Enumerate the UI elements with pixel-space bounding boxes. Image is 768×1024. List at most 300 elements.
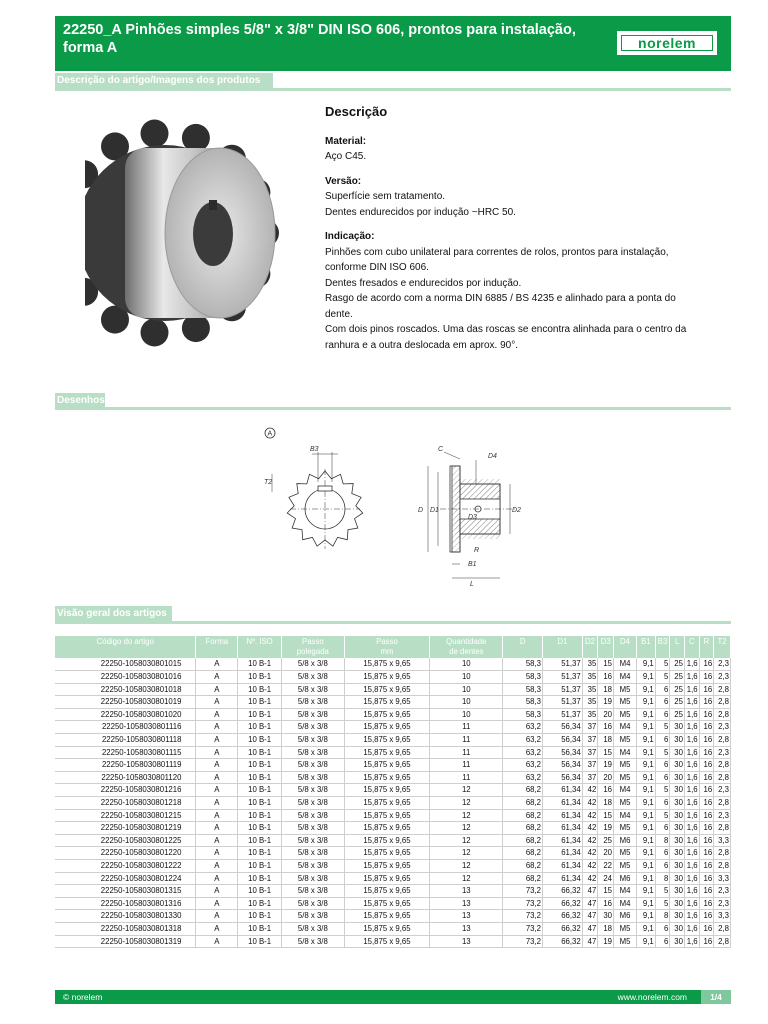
table-cell: 9,1 <box>636 771 655 784</box>
table-cell: 8 <box>655 834 670 847</box>
table-cell: 47 <box>582 885 598 898</box>
table-cell: 61,34 <box>543 860 583 873</box>
table-cell: 16 <box>598 721 614 734</box>
table-row <box>55 834 731 847</box>
page-number: 1/4 <box>701 990 731 1004</box>
column-header: C <box>684 636 699 658</box>
table-cell: 68,2 <box>503 872 543 885</box>
table-cell: 2,8 <box>714 797 731 810</box>
table-cell: 10 B-1 <box>238 708 282 721</box>
table-cell: 22250-1058030801119 <box>55 759 196 772</box>
table-cell: 15,875 x 9,65 <box>344 658 430 671</box>
table-cell: 30 <box>670 721 685 734</box>
table-cell: M5 <box>614 771 637 784</box>
logo-text: norelem <box>621 35 713 51</box>
table-cell: 42 <box>582 872 598 885</box>
table-cell: 10 B-1 <box>238 834 282 847</box>
table-cell: 30 <box>670 834 685 847</box>
table-cell: 63,2 <box>503 721 543 734</box>
table-cell: 22250-1058030801225 <box>55 834 196 847</box>
table-cell: 6 <box>655 696 670 709</box>
table-cell: A <box>196 658 238 671</box>
table-cell: 73,2 <box>503 897 543 910</box>
table-cell: 56,34 <box>543 746 583 759</box>
table-cell: M6 <box>614 872 637 885</box>
table-cell: 18 <box>598 683 614 696</box>
table-cell: 6 <box>655 797 670 810</box>
table-cell: 22250-1058030801315 <box>55 885 196 898</box>
table-row <box>55 658 731 671</box>
table-cell: 1,6 <box>684 822 699 835</box>
column-header: Passo polegada <box>282 636 345 658</box>
column-header: L <box>670 636 685 658</box>
table-cell: 51,37 <box>543 658 583 671</box>
version-label: Versão: <box>325 175 362 187</box>
table-cell: 9,1 <box>636 784 655 797</box>
table-cell: 51,37 <box>543 696 583 709</box>
table-cell: 22250-1058030801115 <box>55 746 196 759</box>
table-cell: 6 <box>655 759 670 772</box>
table-cell: A <box>196 708 238 721</box>
table-cell: 15,875 x 9,65 <box>344 671 430 684</box>
table-cell: 1,6 <box>684 746 699 759</box>
table-cell: 25 <box>670 683 685 696</box>
table-cell: 5/8 x 3/8 <box>282 809 345 822</box>
table-cell: 5/8 x 3/8 <box>282 759 345 772</box>
table-cell: 30 <box>670 922 685 935</box>
section-divider <box>55 407 731 410</box>
table-cell: 2,8 <box>714 759 731 772</box>
note-line: Rasgo de acordo com a norma DIN 6885 / BS 4235 e alinhado para a ponta do <box>325 293 676 304</box>
table-cell: 22250-1058030801220 <box>55 847 196 860</box>
table-cell: 25 <box>670 671 685 684</box>
table-row <box>55 922 731 935</box>
table-cell: 68,2 <box>503 784 543 797</box>
table-cell: 25 <box>670 658 685 671</box>
table-cell: 56,34 <box>543 734 583 747</box>
table-cell: 10 B-1 <box>238 671 282 684</box>
label-d3: D3 <box>468 514 477 521</box>
table-cell: 30 <box>670 746 685 759</box>
column-header: D3 <box>598 636 614 658</box>
table-cell: 9,1 <box>636 847 655 860</box>
table-cell: 9,1 <box>636 671 655 684</box>
table-cell: 6 <box>655 922 670 935</box>
table-cell: 10 B-1 <box>238 847 282 860</box>
table-cell: 2,3 <box>714 721 731 734</box>
table-cell: M5 <box>614 847 637 860</box>
table-cell: 47 <box>582 910 598 923</box>
material-text: Aço C45. <box>325 151 367 162</box>
table-cell: 2,3 <box>714 784 731 797</box>
table-row <box>55 872 731 885</box>
table-cell: 61,34 <box>543 797 583 810</box>
table-cell: 13 <box>430 910 503 923</box>
table-cell: 42 <box>582 860 598 873</box>
table-cell: 10 <box>430 708 503 721</box>
table-cell: 47 <box>582 935 598 948</box>
table-cell: A <box>196 847 238 860</box>
table-cell: 5/8 x 3/8 <box>282 671 345 684</box>
column-header: Quantidade de dentes <box>430 636 503 658</box>
table-cell: 30 <box>670 872 685 885</box>
table-cell: 42 <box>582 784 598 797</box>
table-cell: 15,875 x 9,65 <box>344 809 430 822</box>
table-cell: 6 <box>655 771 670 784</box>
table-cell: 42 <box>582 847 598 860</box>
table-cell: 22 <box>598 860 614 873</box>
table-cell: 51,37 <box>543 683 583 696</box>
table-cell: M4 <box>614 721 637 734</box>
table-cell: 58,3 <box>503 671 543 684</box>
table-cell: 16 <box>699 897 714 910</box>
table-cell: 1,6 <box>684 708 699 721</box>
table-cell: 16 <box>699 935 714 948</box>
table-cell: 20 <box>598 847 614 860</box>
section-overview-label: Visão geral dos artigos <box>55 606 172 622</box>
table-cell: 2,3 <box>714 897 731 910</box>
table-cell: 1,6 <box>684 671 699 684</box>
table-cell: A <box>196 809 238 822</box>
table-cell: 35 <box>582 658 598 671</box>
table-cell: 15,875 x 9,65 <box>344 922 430 935</box>
table-row <box>55 847 731 860</box>
table-cell: 18 <box>598 922 614 935</box>
technical-drawing <box>260 424 530 594</box>
table-cell: 1,6 <box>684 922 699 935</box>
table-cell: 22250-1058030801216 <box>55 784 196 797</box>
article-table <box>55 636 731 948</box>
table-cell: 16 <box>699 746 714 759</box>
description-title: Descrição <box>325 104 388 119</box>
table-cell: 1,6 <box>684 809 699 822</box>
table-row <box>55 671 731 684</box>
table-cell: 2,8 <box>714 734 731 747</box>
table-cell: M4 <box>614 897 637 910</box>
column-header: R <box>699 636 714 658</box>
table-cell: M5 <box>614 822 637 835</box>
table-cell: 12 <box>430 872 503 885</box>
table-cell: A <box>196 897 238 910</box>
label-d4: D4 <box>488 453 497 460</box>
table-cell: 61,34 <box>543 834 583 847</box>
table-cell: 68,2 <box>503 860 543 873</box>
footer-url-link[interactable]: www.norelem.com <box>617 992 687 1002</box>
table-cell: 66,32 <box>543 910 583 923</box>
table-cell: A <box>196 872 238 885</box>
table-cell: 37 <box>582 734 598 747</box>
table-cell: A <box>196 734 238 747</box>
table-cell: A <box>196 935 238 948</box>
table-cell: 15,875 x 9,65 <box>344 746 430 759</box>
table-cell: 12 <box>430 809 503 822</box>
version-line: Superfície sem tratamento. <box>325 191 446 202</box>
table-cell: M6 <box>614 910 637 923</box>
table-cell: 2,8 <box>714 696 731 709</box>
table-cell: 10 B-1 <box>238 922 282 935</box>
table-cell: 16 <box>699 708 714 721</box>
table-cell: 5/8 x 3/8 <box>282 834 345 847</box>
table-cell: 30 <box>670 809 685 822</box>
table-cell: 13 <box>430 935 503 948</box>
table-cell: 10 B-1 <box>238 897 282 910</box>
table-cell: 2,3 <box>714 809 731 822</box>
table-cell: 66,32 <box>543 935 583 948</box>
section-divider <box>55 88 731 91</box>
table-header-row <box>55 636 731 658</box>
table-cell: 1,6 <box>684 721 699 734</box>
label-r: R <box>474 547 480 554</box>
table-cell: 22250-1058030801330 <box>55 910 196 923</box>
table-cell: 35 <box>582 683 598 696</box>
table-cell: 9,1 <box>636 872 655 885</box>
table-cell: 30 <box>670 784 685 797</box>
table-cell: 16 <box>699 910 714 923</box>
page-footer <box>55 990 731 1004</box>
table-cell: A <box>196 910 238 923</box>
table-cell: 73,2 <box>503 910 543 923</box>
table-cell: 10 B-1 <box>238 658 282 671</box>
table-cell: 5/8 x 3/8 <box>282 696 345 709</box>
table-cell: M4 <box>614 784 637 797</box>
form-marker: A <box>267 430 273 438</box>
table-cell: 3,3 <box>714 872 731 885</box>
table-cell: 12 <box>430 860 503 873</box>
table-cell: 2,8 <box>714 922 731 935</box>
table-cell: 20 <box>598 771 614 784</box>
table-cell: 16 <box>699 872 714 885</box>
table-cell: 42 <box>582 797 598 810</box>
table-cell: 42 <box>582 834 598 847</box>
table-cell: A <box>196 860 238 873</box>
table-cell: 10 B-1 <box>238 721 282 734</box>
table-cell: 2,8 <box>714 708 731 721</box>
table-cell: 5/8 x 3/8 <box>282 860 345 873</box>
table-cell: 16 <box>699 683 714 696</box>
table-row <box>55 734 731 747</box>
table-row <box>55 696 731 709</box>
table-cell: 9,1 <box>636 759 655 772</box>
table-cell: 15 <box>598 885 614 898</box>
table-cell: 68,2 <box>503 834 543 847</box>
table-cell: 1,6 <box>684 658 699 671</box>
table-cell: 10 B-1 <box>238 885 282 898</box>
table-row <box>55 809 731 822</box>
table-cell: 15,875 x 9,65 <box>344 683 430 696</box>
table-row <box>55 860 731 873</box>
table-cell: 5/8 x 3/8 <box>282 683 345 696</box>
table-cell: 15,875 x 9,65 <box>344 885 430 898</box>
table-cell: 42 <box>582 822 598 835</box>
footer-copyright: © norelem <box>63 992 103 1002</box>
note-line: dente. <box>325 308 353 320</box>
table-cell: A <box>196 885 238 898</box>
table-cell: 1,6 <box>684 935 699 948</box>
table-cell: 66,32 <box>543 885 583 898</box>
table-cell: 2,8 <box>714 771 731 784</box>
table-cell: 8 <box>655 910 670 923</box>
table-cell: M5 <box>614 734 637 747</box>
table-cell: 5/8 x 3/8 <box>282 746 345 759</box>
table-cell: 12 <box>430 847 503 860</box>
table-cell: 30 <box>670 771 685 784</box>
sprocket-product-image <box>85 108 285 360</box>
table-cell: M4 <box>614 885 637 898</box>
table-cell: 10 B-1 <box>238 696 282 709</box>
table-cell: 2,8 <box>714 683 731 696</box>
table-cell: 13 <box>430 897 503 910</box>
table-cell: A <box>196 771 238 784</box>
table-cell: 30 <box>670 897 685 910</box>
table-cell: 9,1 <box>636 721 655 734</box>
table-cell: 30 <box>670 822 685 835</box>
table-cell: 9,1 <box>636 834 655 847</box>
table-row <box>55 683 731 696</box>
label-c: C <box>438 446 444 453</box>
table-cell: 16 <box>699 847 714 860</box>
table-cell: 15,875 x 9,65 <box>344 897 430 910</box>
table-cell: 2,3 <box>714 746 731 759</box>
table-cell: 25 <box>670 708 685 721</box>
table-cell: A <box>196 797 238 810</box>
table-cell: 16 <box>699 771 714 784</box>
table-cell: 6 <box>655 847 670 860</box>
column-header: B3 <box>655 636 670 658</box>
table-row <box>55 746 731 759</box>
label-t2: T2 <box>264 479 273 486</box>
table-cell: 61,34 <box>543 847 583 860</box>
table-cell: 3,3 <box>714 834 731 847</box>
table-cell: M5 <box>614 860 637 873</box>
table-cell: 22250-1058030801016 <box>55 671 196 684</box>
table-cell: 37 <box>582 746 598 759</box>
table-cell: 22250-1058030801120 <box>55 771 196 784</box>
table-cell: M5 <box>614 797 637 810</box>
table-cell: 15,875 x 9,65 <box>344 935 430 948</box>
table-cell: M5 <box>614 708 637 721</box>
table-row <box>55 721 731 734</box>
table-cell: 16 <box>598 784 614 797</box>
table-cell: 11 <box>430 771 503 784</box>
table-cell: 12 <box>430 822 503 835</box>
table-cell: 9,1 <box>636 683 655 696</box>
table-cell: M5 <box>614 683 637 696</box>
label-b1: B1 <box>468 561 477 568</box>
table-cell: 2,3 <box>714 658 731 671</box>
table-cell: 15,875 x 9,65 <box>344 822 430 835</box>
label-d2: D2 <box>512 507 521 514</box>
table-cell: 15,875 x 9,65 <box>344 872 430 885</box>
table-cell: 12 <box>430 784 503 797</box>
table-cell: 1,6 <box>684 847 699 860</box>
table-cell: 15 <box>598 746 614 759</box>
table-cell: 13 <box>430 885 503 898</box>
column-header: B1 <box>636 636 655 658</box>
table-cell: M6 <box>614 834 637 847</box>
table-cell: 73,2 <box>503 885 543 898</box>
table-cell: 15,875 x 9,65 <box>344 797 430 810</box>
table-cell: 10 B-1 <box>238 860 282 873</box>
table-cell: 16 <box>699 922 714 935</box>
note-line: Pinhões com cubo unilateral para correntes de rolos, prontos para instalação, <box>325 246 669 258</box>
table-cell: 16 <box>598 671 614 684</box>
table-cell: 5/8 x 3/8 <box>282 658 345 671</box>
table-cell: 13 <box>430 922 503 935</box>
table-cell: 5/8 x 3/8 <box>282 771 345 784</box>
table-cell: 2,8 <box>714 822 731 835</box>
table-cell: 73,2 <box>503 922 543 935</box>
table-cell: 56,34 <box>543 721 583 734</box>
description-block <box>325 104 725 353</box>
table-cell: 12 <box>430 797 503 810</box>
table-cell: 63,2 <box>503 771 543 784</box>
table-cell: 61,34 <box>543 784 583 797</box>
table-cell: 16 <box>699 671 714 684</box>
table-cell: 2,8 <box>714 935 731 948</box>
table-cell: 22250-1058030801018 <box>55 683 196 696</box>
table-cell: 5/8 x 3/8 <box>282 784 345 797</box>
table-cell: 10 <box>430 658 503 671</box>
table-cell: 6 <box>655 860 670 873</box>
note-line: Com dois pinos roscados. Uma das roscas se encontra alinhada para o centro da <box>325 324 687 335</box>
table-cell: 12 <box>430 834 503 847</box>
table-cell: 18 <box>598 797 614 810</box>
material-label: Material: <box>325 135 367 147</box>
table-cell: A <box>196 822 238 835</box>
table-cell: 6 <box>655 683 670 696</box>
table-cell: 30 <box>670 734 685 747</box>
table-cell: 2,8 <box>714 860 731 873</box>
table-cell: 6 <box>655 822 670 835</box>
table-cell: 15,875 x 9,65 <box>344 910 430 923</box>
table-row <box>55 910 731 923</box>
table-cell: 10 B-1 <box>238 734 282 747</box>
table-cell: M4 <box>614 809 637 822</box>
table-cell: 1,6 <box>684 771 699 784</box>
table-cell: A <box>196 721 238 734</box>
table-cell: 22250-1058030801316 <box>55 897 196 910</box>
table-cell: 1,6 <box>684 759 699 772</box>
table-cell: 25 <box>598 834 614 847</box>
table-cell: 58,3 <box>503 708 543 721</box>
table-cell: 15,875 x 9,65 <box>344 696 430 709</box>
table-cell: 15,875 x 9,65 <box>344 784 430 797</box>
table-cell: 5 <box>655 897 670 910</box>
table-cell: 5 <box>655 885 670 898</box>
table-cell: 1,6 <box>684 834 699 847</box>
table-cell: 15,875 x 9,65 <box>344 708 430 721</box>
table-cell: 11 <box>430 759 503 772</box>
note-line: ranhura e a outra deslocada em aprox. 90°. <box>325 339 519 351</box>
table-cell: A <box>196 784 238 797</box>
table-cell: 9,1 <box>636 797 655 810</box>
table-cell: 8 <box>655 872 670 885</box>
table-cell: A <box>196 671 238 684</box>
table-cell: 37 <box>582 721 598 734</box>
table-cell: 22250-1058030801318 <box>55 922 196 935</box>
table-cell: 58,3 <box>503 658 543 671</box>
note-label: Indicação: <box>325 231 375 242</box>
table-cell: 10 B-1 <box>238 784 282 797</box>
table-cell: 1,6 <box>684 784 699 797</box>
table-cell: 37 <box>582 771 598 784</box>
table-cell: 68,2 <box>503 809 543 822</box>
table-cell: 16 <box>699 658 714 671</box>
table-cell: M5 <box>614 935 637 948</box>
column-header: D <box>503 636 543 658</box>
table-cell: 11 <box>430 746 503 759</box>
table-cell: 30 <box>670 847 685 860</box>
